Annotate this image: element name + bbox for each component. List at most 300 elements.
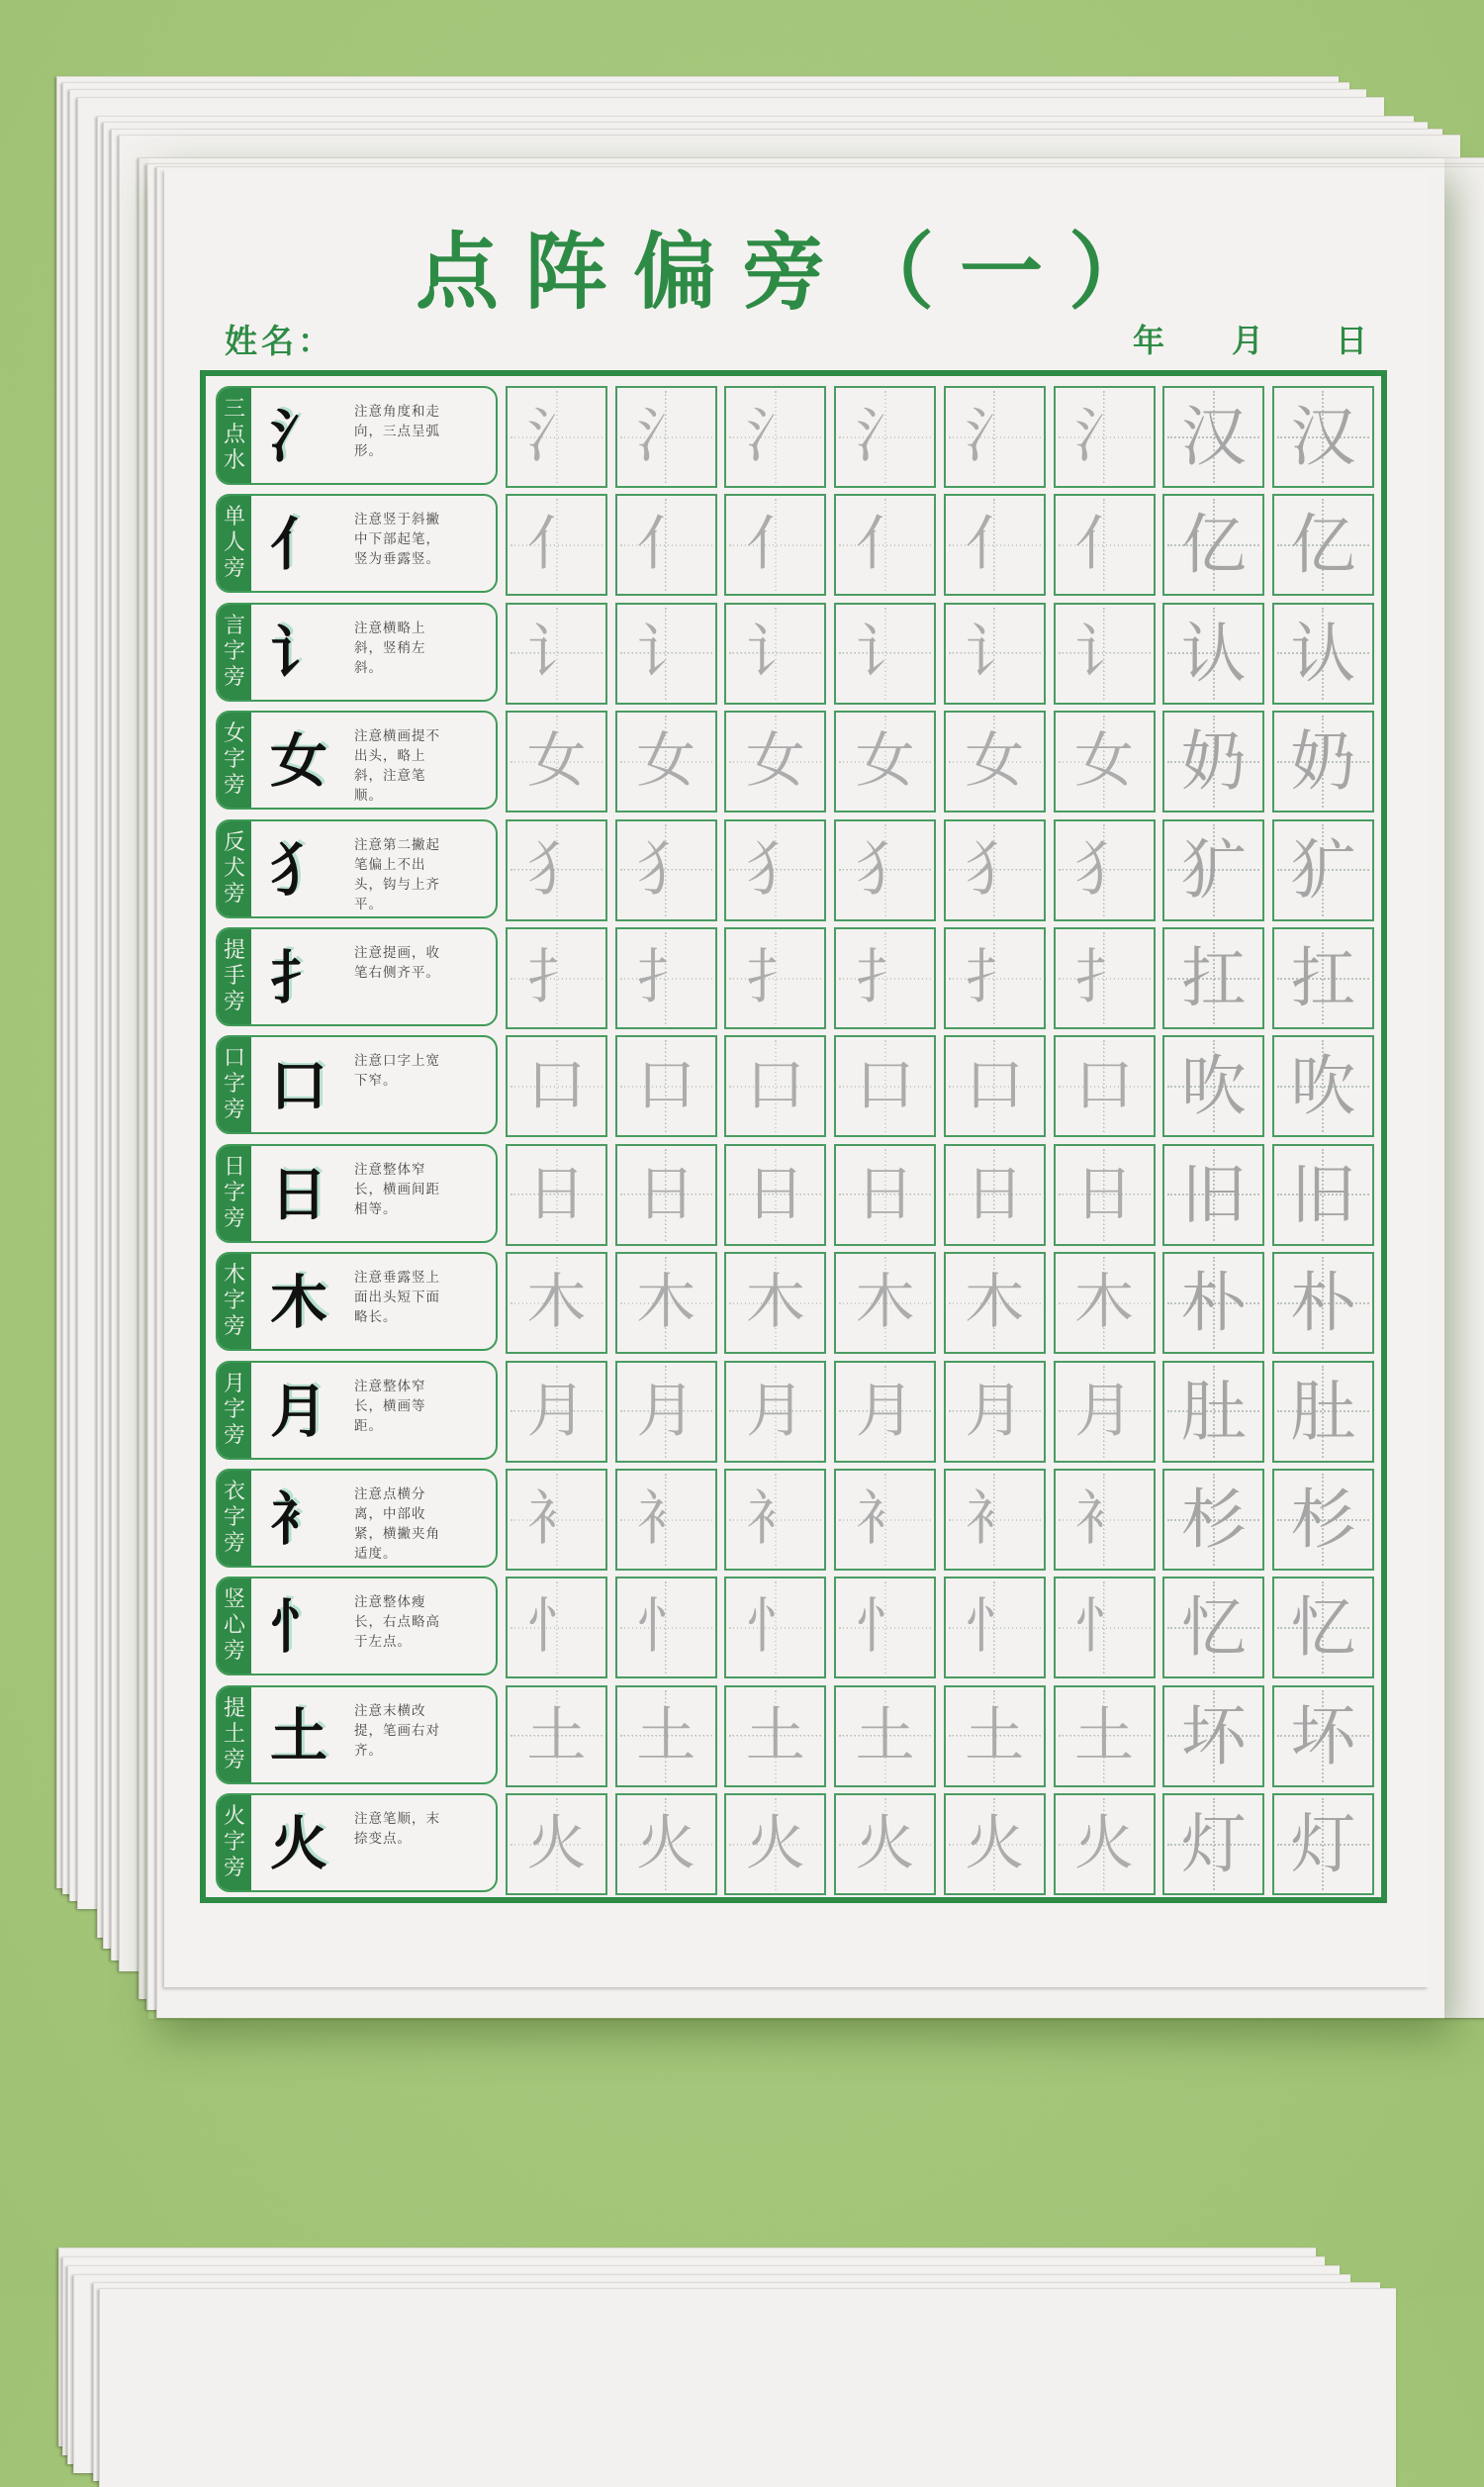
- radical-card: [216, 386, 498, 485]
- dotted-tracing-cell[interactable]: [1054, 927, 1156, 1029]
- dotted-tracing-cell[interactable]: [506, 386, 607, 488]
- dotted-tracing-cell[interactable]: [724, 1685, 826, 1787]
- example-character-cell[interactable]: [1272, 711, 1374, 813]
- radical-name-char: 字: [223, 1505, 245, 1530]
- example-character: 亿: [1290, 507, 1356, 584]
- example-character-cell[interactable]: [1272, 603, 1374, 705]
- writing-tip: 注意提画，收笔右侧齐平。: [354, 945, 440, 981]
- writing-tip: 注意角度和走向，三点呈弧形。: [354, 404, 440, 459]
- dotted-radical-trace: 月: [836, 1363, 934, 1461]
- example-character-cell[interactable]: [1272, 1144, 1374, 1246]
- dotted-tracing-cell[interactable]: [1054, 1144, 1156, 1246]
- dotted-radical-trace: 亻: [726, 496, 824, 594]
- dotted-tracing-cell[interactable]: [1054, 819, 1156, 921]
- radical-card: [216, 494, 498, 593]
- radical-name-tab: [218, 1146, 251, 1241]
- example-character-cell[interactable]: [1272, 386, 1374, 488]
- radical-name-char: 口: [223, 1046, 245, 1072]
- radical-model-glyph: 讠: [269, 619, 327, 687]
- dotted-radical-trace: 木: [726, 1254, 824, 1352]
- dotted-tracing-cell[interactable]: [724, 819, 826, 921]
- radical-name-char: 字: [223, 1180, 245, 1205]
- dotted-tracing-cell[interactable]: [724, 1144, 826, 1246]
- dotted-tracing-cell[interactable]: [724, 1577, 826, 1678]
- dotted-radical-trace: 氵: [617, 388, 715, 486]
- writing-tip: 注意点横分离，中部收紧，横撇夹角适度。: [354, 1486, 440, 1562]
- page-title: 点阵偏旁（一）: [415, 223, 1177, 321]
- example-character-cell[interactable]: [1272, 927, 1374, 1029]
- dotted-radical-trace: 讠: [508, 605, 605, 703]
- example-character: 犷: [1180, 831, 1247, 909]
- radical-card: [216, 1035, 498, 1134]
- example-character-cell[interactable]: [1162, 819, 1264, 921]
- writing-tip: 注意竖于斜撇中下部起笔，竖为垂露竖。: [354, 512, 440, 568]
- dotted-tracing-cell[interactable]: [615, 1361, 717, 1463]
- practice-table: [200, 370, 1387, 1903]
- dotted-tracing-cell[interactable]: [506, 1685, 607, 1787]
- dotted-tracing-cell[interactable]: [834, 1035, 936, 1137]
- dotted-tracing-cell[interactable]: [615, 1144, 717, 1246]
- dotted-tracing-cell[interactable]: [944, 1144, 1046, 1246]
- radical-name-char: 旁: [223, 1639, 245, 1665]
- radical-model-glyph: 犭: [269, 835, 327, 904]
- radical-name-char: 土: [223, 1721, 245, 1747]
- dotted-radical-trace: 女: [946, 713, 1044, 811]
- dotted-radical-trace: 讠: [617, 605, 715, 703]
- dotted-radical-trace: 女: [836, 713, 934, 811]
- radical-name-char: 提: [223, 938, 245, 963]
- example-character: 杉: [1180, 1482, 1247, 1558]
- dotted-radical-trace: 日: [508, 1146, 605, 1244]
- radical-name-char: 衣: [223, 1480, 245, 1504]
- dotted-radical-trace: 犭: [508, 821, 605, 919]
- radical-name-char: 点: [223, 423, 245, 447]
- dotted-radical-trace: 口: [617, 1037, 715, 1135]
- example-character: 灯: [1290, 1806, 1356, 1883]
- example-character-cell[interactable]: [1162, 1577, 1264, 1678]
- dotted-tracing-cell[interactable]: [1054, 603, 1156, 705]
- radical-card: [216, 603, 498, 702]
- dotted-radical-trace: 火: [946, 1795, 1044, 1893]
- dotted-radical-trace: 亻: [617, 496, 715, 594]
- dotted-tracing-cell[interactable]: [1054, 1252, 1156, 1354]
- dotted-tracing-cell[interactable]: [724, 927, 826, 1029]
- radical-model-glyph: 月: [269, 1377, 327, 1445]
- example-character-cell[interactable]: [1162, 1144, 1264, 1246]
- example-character: 肚: [1290, 1373, 1356, 1450]
- dotted-radical-trace: 亻: [1056, 496, 1154, 594]
- worksheet-page: [164, 169, 1429, 1987]
- example-character-cell[interactable]: [1272, 1361, 1374, 1463]
- radical-name-char: 字: [223, 638, 245, 664]
- dotted-tracing-cell[interactable]: [506, 1144, 607, 1246]
- dotted-radical-trace: 忄: [508, 1578, 605, 1676]
- dotted-radical-trace: 衤: [617, 1471, 715, 1569]
- writing-tip: 注意整体窄长，横画等距。: [354, 1378, 426, 1434]
- radical-name-tab: [218, 1254, 251, 1349]
- radical-name-char: 心: [223, 1613, 245, 1639]
- dotted-radical-trace: 火: [1056, 1795, 1154, 1893]
- radical-name-char: 反: [223, 829, 245, 855]
- dotted-radical-trace: 口: [946, 1037, 1044, 1135]
- example-character: 杉: [1290, 1482, 1356, 1558]
- radical-name-char: 旁: [223, 664, 245, 690]
- writing-tip: 注意口字上宽下窄。: [354, 1053, 440, 1090]
- dotted-tracing-cell[interactable]: [724, 1035, 826, 1137]
- dotted-tracing-cell[interactable]: [615, 603, 717, 705]
- dotted-tracing-cell[interactable]: [615, 927, 717, 1029]
- dotted-radical-trace: 氵: [726, 388, 824, 486]
- dotted-tracing-cell[interactable]: [1054, 711, 1156, 813]
- dotted-tracing-cell[interactable]: [944, 1793, 1046, 1895]
- radical-name-tab: [218, 1578, 251, 1674]
- radical-card: [216, 927, 498, 1026]
- dotted-tracing-cell[interactable]: [834, 603, 936, 705]
- example-character-cell[interactable]: [1162, 1793, 1264, 1895]
- radical-model-glyph: 口: [269, 1052, 327, 1120]
- dotted-radical-trace: 日: [1056, 1146, 1154, 1244]
- dotted-radical-trace: 亻: [946, 496, 1044, 594]
- dotted-radical-trace: 氵: [1056, 388, 1154, 486]
- dotted-tracing-cell[interactable]: [615, 819, 717, 921]
- example-character: 认: [1290, 615, 1356, 692]
- radical-name-tab: [218, 1687, 251, 1782]
- radical-card: [216, 1685, 498, 1784]
- radical-name-tab: [218, 605, 251, 700]
- dotted-radical-trace: 口: [726, 1037, 824, 1135]
- dotted-tracing-cell[interactable]: [724, 1252, 826, 1354]
- writing-tip: 注意第二撇起笔偏上不出头，钩与上齐平。: [354, 836, 440, 912]
- radical-name-char: 字: [223, 1289, 245, 1314]
- radical-model-glyph: 衤: [269, 1485, 327, 1553]
- radical-name-tab: [218, 713, 251, 808]
- dotted-tracing-cell[interactable]: [506, 711, 607, 813]
- dotted-tracing-cell[interactable]: [615, 1577, 717, 1678]
- example-character-cell[interactable]: [1162, 1469, 1264, 1571]
- example-character: 奶: [1180, 723, 1247, 801]
- dotted-tracing-cell[interactable]: [506, 1035, 607, 1137]
- example-character-cell[interactable]: [1162, 494, 1264, 596]
- dotted-radical-trace: 衤: [508, 1471, 605, 1569]
- radical-card: [216, 1144, 498, 1243]
- dotted-radical-trace: 火: [836, 1795, 934, 1893]
- example-character: 扛: [1290, 940, 1356, 1016]
- writing-tip: 注意横画提不出头，略上斜，注意笔顺。: [354, 728, 440, 805]
- dotted-radical-trace: 衤: [726, 1471, 824, 1569]
- radical-model-glyph: 氵: [269, 403, 327, 470]
- dotted-radical-trace: 木: [508, 1254, 605, 1352]
- dotted-radical-trace: 土: [1056, 1687, 1154, 1785]
- dotted-tracing-cell[interactable]: [834, 494, 936, 596]
- year-label: 年: [1133, 322, 1165, 359]
- writing-tip: 注意末横改提，笔画右对齐。: [354, 1702, 440, 1759]
- dotted-radical-trace: 火: [617, 1795, 715, 1893]
- writing-tip: 注意整体瘦长，右点略高于左点。: [354, 1594, 440, 1651]
- dotted-tracing-cell[interactable]: [1054, 1577, 1156, 1678]
- radical-name-char: 女: [223, 721, 245, 747]
- radical-name-tab: [218, 1363, 251, 1458]
- example-character: 忆: [1290, 1589, 1356, 1667]
- dotted-radical-trace: 讠: [726, 605, 824, 703]
- radical-model-glyph: 木: [269, 1269, 327, 1337]
- radical-name-char: 旁: [223, 1747, 245, 1772]
- radical-name-char: 水: [223, 448, 245, 473]
- radical-name-tab: [218, 1037, 251, 1132]
- dotted-radical-trace: 衤: [946, 1471, 1044, 1569]
- dotted-radical-trace: 日: [836, 1146, 934, 1244]
- dotted-radical-trace: 犭: [726, 821, 824, 919]
- dotted-tracing-cell[interactable]: [506, 603, 607, 705]
- example-character: 忆: [1180, 1589, 1247, 1667]
- example-character-cell[interactable]: [1272, 1577, 1374, 1678]
- radical-card: [216, 711, 498, 810]
- day-label: 日: [1336, 322, 1368, 359]
- dotted-radical-trace: 日: [617, 1146, 715, 1244]
- example-character-cell[interactable]: [1272, 1793, 1374, 1895]
- dotted-radical-trace: 讠: [1056, 605, 1154, 703]
- example-character-cell[interactable]: [1162, 927, 1264, 1029]
- radical-name-char: 字: [223, 747, 245, 773]
- dotted-tracing-cell[interactable]: [506, 1577, 607, 1678]
- dotted-tracing-cell[interactable]: [1054, 1793, 1156, 1895]
- dotted-tracing-cell[interactable]: [944, 711, 1046, 813]
- writing-tip: 注意笔顺，末捺变点。: [354, 1811, 440, 1848]
- dotted-tracing-cell[interactable]: [1054, 386, 1156, 488]
- dotted-radical-trace: 忄: [1056, 1578, 1154, 1676]
- dotted-radical-trace: 女: [726, 713, 824, 811]
- dotted-tracing-cell[interactable]: [615, 1685, 717, 1787]
- radical-model-glyph: 扌: [269, 944, 327, 1011]
- radical-name-tab: [218, 1471, 251, 1566]
- dotted-radical-trace: 扌: [946, 929, 1044, 1027]
- dotted-radical-trace: 衤: [836, 1471, 934, 1569]
- dotted-tracing-cell[interactable]: [834, 1252, 936, 1354]
- example-character-cell[interactable]: [1162, 1685, 1264, 1787]
- dotted-tracing-cell[interactable]: [834, 1685, 936, 1787]
- dotted-tracing-cell[interactable]: [615, 386, 717, 488]
- dotted-radical-trace: 木: [617, 1254, 715, 1352]
- radical-name-char: 旁: [223, 1531, 245, 1556]
- radical-name-char: 人: [223, 530, 245, 556]
- dotted-tracing-cell[interactable]: [724, 386, 826, 488]
- dotted-radical-trace: 衤: [1056, 1471, 1154, 1569]
- dotted-tracing-cell[interactable]: [834, 1793, 936, 1895]
- radical-name-char: 旁: [223, 1205, 245, 1231]
- example-character-cell[interactable]: [1162, 711, 1264, 813]
- dotted-radical-trace: 土: [508, 1687, 605, 1785]
- example-character: 灯: [1180, 1806, 1247, 1883]
- dotted-tracing-cell[interactable]: [944, 1469, 1046, 1571]
- example-character-cell[interactable]: [1272, 1685, 1374, 1787]
- dotted-tracing-cell[interactable]: [506, 927, 607, 1029]
- dotted-tracing-cell[interactable]: [834, 1361, 936, 1463]
- radical-card: [216, 1252, 498, 1351]
- dotted-radical-trace: 扌: [508, 929, 605, 1027]
- dotted-tracing-cell[interactable]: [615, 1252, 717, 1354]
- example-character-cell[interactable]: [1272, 1252, 1374, 1354]
- dotted-radical-trace: 木: [836, 1254, 934, 1352]
- dotted-tracing-cell[interactable]: [834, 711, 936, 813]
- radical-name-char: 竖: [223, 1587, 245, 1613]
- dotted-radical-trace: 氵: [836, 388, 934, 486]
- dotted-tracing-cell[interactable]: [944, 1252, 1046, 1354]
- radical-card: [216, 1793, 498, 1892]
- dotted-tracing-cell[interactable]: [834, 927, 936, 1029]
- dotted-tracing-cell[interactable]: [615, 494, 717, 596]
- example-character-cell[interactable]: [1162, 1035, 1264, 1137]
- example-character: 汉: [1180, 399, 1247, 475]
- radical-card: [216, 1469, 498, 1568]
- dotted-tracing-cell[interactable]: [615, 1469, 717, 1571]
- dotted-tracing-cell[interactable]: [724, 711, 826, 813]
- dotted-tracing-cell[interactable]: [834, 819, 936, 921]
- dotted-radical-trace: 日: [726, 1146, 824, 1244]
- dotted-radical-trace: 月: [726, 1363, 824, 1461]
- radical-name-char: 旁: [223, 773, 245, 799]
- dotted-radical-trace: 犭: [836, 821, 934, 919]
- example-character-cell[interactable]: [1272, 494, 1374, 596]
- radical-name-tab: [218, 1795, 251, 1890]
- dotted-tracing-cell[interactable]: [944, 1035, 1046, 1137]
- dotted-tracing-cell[interactable]: [944, 1685, 1046, 1787]
- dotted-radical-trace: 亻: [508, 496, 605, 594]
- dotted-radical-trace: 月: [1056, 1363, 1154, 1461]
- example-character-cell[interactable]: [1272, 819, 1374, 921]
- radical-card: [216, 1577, 498, 1675]
- dotted-radical-trace: 讠: [836, 605, 934, 703]
- radical-model-glyph: 亻: [269, 511, 327, 579]
- radical-model-glyph: 火: [269, 1810, 327, 1878]
- dotted-tracing-cell[interactable]: [1054, 1685, 1156, 1787]
- radical-name-tab: [218, 388, 251, 483]
- dotted-tracing-cell[interactable]: [724, 1469, 826, 1571]
- dotted-radical-trace: 忄: [836, 1578, 934, 1676]
- dotted-radical-trace: 忄: [946, 1578, 1044, 1676]
- radical-name-char: 火: [223, 1804, 245, 1830]
- example-character-cell[interactable]: [1162, 1361, 1264, 1463]
- dotted-tracing-cell[interactable]: [834, 386, 936, 488]
- radical-model-glyph: 女: [269, 727, 327, 796]
- dotted-tracing-cell[interactable]: [506, 1361, 607, 1463]
- dotted-tracing-cell[interactable]: [944, 819, 1046, 921]
- radical-model-glyph: 日: [269, 1160, 327, 1228]
- dotted-radical-trace: 女: [1056, 713, 1154, 811]
- dotted-tracing-cell[interactable]: [724, 603, 826, 705]
- radical-name-char: 单: [223, 505, 245, 530]
- dotted-tracing-cell[interactable]: [506, 494, 607, 596]
- dotted-tracing-cell[interactable]: [724, 494, 826, 596]
- example-character-cell[interactable]: [1272, 1035, 1374, 1137]
- dotted-tracing-cell[interactable]: [506, 1252, 607, 1354]
- dotted-tracing-cell[interactable]: [944, 494, 1046, 596]
- radical-name-char: 月: [223, 1371, 245, 1396]
- stacked-sheet-edge: [99, 2288, 1396, 2487]
- dotted-tracing-cell[interactable]: [506, 819, 607, 921]
- dotted-tracing-cell[interactable]: [615, 1793, 717, 1895]
- example-character: 扛: [1180, 940, 1247, 1016]
- dotted-tracing-cell[interactable]: [506, 1793, 607, 1895]
- dotted-radical-trace: 土: [726, 1687, 824, 1785]
- dotted-radical-trace: 火: [726, 1795, 824, 1893]
- dotted-tracing-cell[interactable]: [615, 711, 717, 813]
- dotted-tracing-cell[interactable]: [615, 1035, 717, 1137]
- dotted-radical-trace: 月: [508, 1363, 605, 1461]
- example-character: 朴: [1290, 1265, 1356, 1342]
- example-character: 肚: [1180, 1373, 1247, 1450]
- dotted-tracing-cell[interactable]: [1054, 1361, 1156, 1463]
- example-character: 亿: [1180, 507, 1247, 584]
- dotted-radical-trace: 土: [946, 1687, 1044, 1785]
- dotted-radical-trace: 亻: [836, 496, 934, 594]
- example-character-cell[interactable]: [1272, 1469, 1374, 1571]
- radical-card: [216, 819, 498, 918]
- dotted-radical-trace: 土: [836, 1687, 934, 1785]
- radical-name-char: 旁: [223, 1314, 245, 1340]
- writing-tip: 注意横略上斜，竖稍左斜。: [354, 620, 426, 676]
- radical-name-char: 提: [223, 1695, 245, 1721]
- dotted-tracing-cell[interactable]: [834, 1469, 936, 1571]
- radical-name-tab: [218, 929, 251, 1024]
- dotted-tracing-cell[interactable]: [944, 927, 1046, 1029]
- example-character: 坏: [1290, 1697, 1356, 1774]
- example-character-cell[interactable]: [1162, 1252, 1264, 1354]
- dotted-tracing-cell[interactable]: [1054, 1035, 1156, 1137]
- radical-name-char: 字: [223, 1396, 245, 1422]
- radical-name-char: 旁: [223, 990, 245, 1014]
- radical-name-char: 旁: [223, 556, 245, 582]
- dotted-radical-trace: 木: [946, 1254, 1044, 1352]
- dotted-radical-trace: 扌: [836, 929, 934, 1027]
- dotted-radical-trace: 日: [946, 1146, 1044, 1244]
- dotted-tracing-cell[interactable]: [944, 1577, 1046, 1678]
- radical-name-char: 言: [223, 613, 245, 638]
- dotted-radical-trace: 氵: [508, 388, 605, 486]
- dotted-radical-trace: 口: [836, 1037, 934, 1135]
- radical-name-char: 犬: [223, 855, 245, 881]
- month-label: 月: [1232, 322, 1264, 359]
- dotted-tracing-cell[interactable]: [834, 1577, 936, 1678]
- example-character: 吹: [1180, 1048, 1247, 1125]
- example-character-cell[interactable]: [1162, 386, 1264, 488]
- dotted-tracing-cell[interactable]: [724, 1361, 826, 1463]
- example-character: 认: [1180, 615, 1247, 692]
- dotted-tracing-cell[interactable]: [944, 386, 1046, 488]
- dotted-radical-trace: 氵: [946, 388, 1044, 486]
- dotted-tracing-cell[interactable]: [944, 603, 1046, 705]
- radical-name-tab: [218, 821, 251, 916]
- dotted-radical-trace: 木: [1056, 1254, 1154, 1352]
- example-character-cell[interactable]: [1162, 603, 1264, 705]
- dotted-tracing-cell[interactable]: [506, 1469, 607, 1571]
- dotted-tracing-cell[interactable]: [834, 1144, 936, 1246]
- dotted-radical-trace: 扌: [726, 929, 824, 1027]
- example-character: 奶: [1290, 723, 1356, 801]
- radical-name-char: 旁: [223, 881, 245, 907]
- dotted-tracing-cell[interactable]: [724, 1793, 826, 1895]
- dotted-radical-trace: 月: [617, 1363, 715, 1461]
- dotted-tracing-cell[interactable]: [1054, 494, 1156, 596]
- dotted-radical-trace: 扌: [617, 929, 715, 1027]
- radical-name-char: 日: [223, 1154, 245, 1180]
- radical-name-char: 木: [223, 1263, 245, 1289]
- dotted-radical-trace: 犭: [946, 821, 1044, 919]
- dotted-radical-trace: 女: [508, 713, 605, 811]
- radical-name-char: 三: [223, 397, 245, 422]
- radical-name-tab: [218, 496, 251, 591]
- radical-name-char: 旁: [223, 1098, 245, 1123]
- dotted-tracing-cell[interactable]: [944, 1361, 1046, 1463]
- dotted-tracing-cell[interactable]: [1054, 1469, 1156, 1571]
